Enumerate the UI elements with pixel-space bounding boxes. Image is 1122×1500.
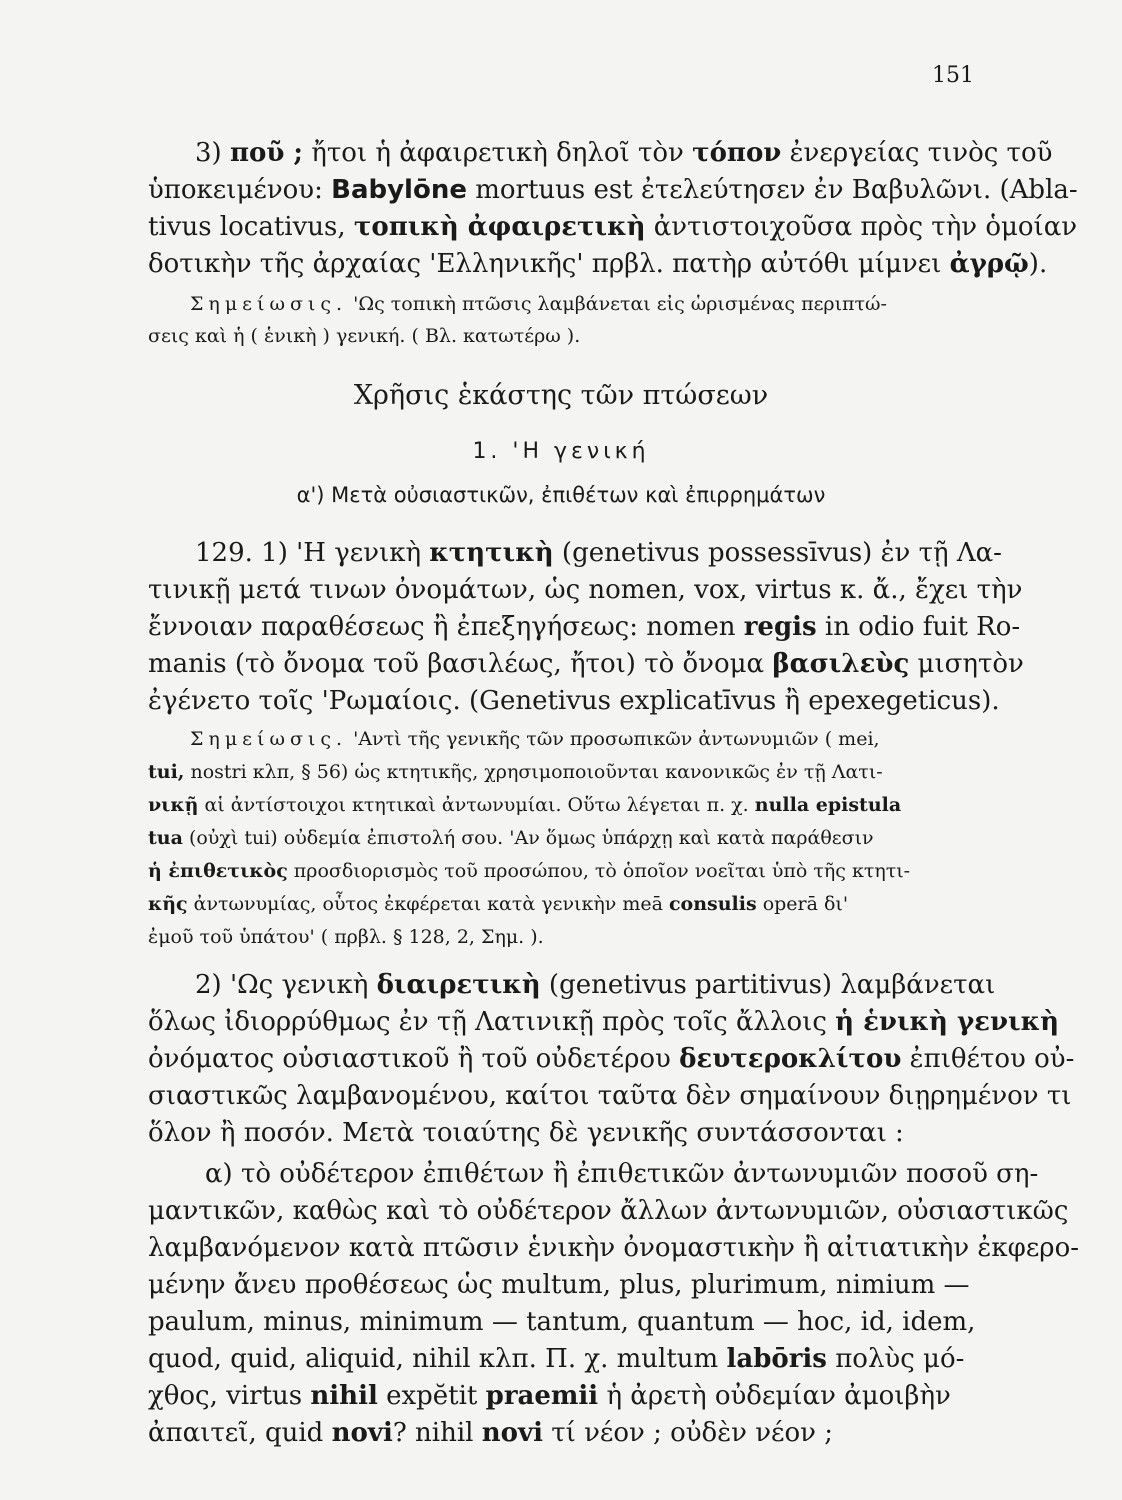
section-heading: Χρῆσις ἑκάστης τῶν πτώσεων xyxy=(353,380,769,411)
text-line: μαντικῶν, καθὼς καὶ τὸ οὐδέτερον ἄλλων ἀντωνυμιῶν, οὐσιαστικῶς xyxy=(148,1196,1069,1226)
text-line: ἐγένετο τοῖς 'Ρωμαίοις. (Genetivus explicatīvus ἢ epexegeticus). xyxy=(148,686,1000,716)
note-line: κῆς ἀντωνυμίας, οὗτος ἐκφέρεται κατὰ γενικὴν meā consulis operā δι' xyxy=(148,893,849,915)
text-line: τινικῇ μετά τινων ὀνομάτων, ὡς nomen, vox, virtus κ. ἄ., ἔχει τὴν xyxy=(148,575,1023,605)
note-line: νικῇ αἱ ἀντίστοιχοι κτητικαὶ ἀντωνυμίαι. Οὕτω λέγεται π. χ. nulla epistula xyxy=(148,794,902,816)
note-line: Σημείωσις. 'Ως τοπικὴ πτῶσις λαμβάνεται εἰς ὡρισμένας περιπτώ- xyxy=(190,293,887,315)
text-line: quod, quid, aliquid, nihil κλπ. Π. χ. multum labōris πολὺς μό- xyxy=(148,1344,965,1374)
subsubsection-heading: α') Μετὰ οὐσιαστικῶν, ἐπιθέτων καὶ ἐπιρρημάτων xyxy=(296,483,826,507)
text-line: ἔννοιαν παραθέσεως ἢ ἐπεξηγήσεως: nomen regis in odio fuit Ro- xyxy=(148,612,1021,642)
text-line: δοτικὴν τῆς ἀρχαίας 'Ελληνικῆς' πρβλ. πατὴρ αὐτόθι μίμνει ἀγρῷ). xyxy=(148,249,1048,279)
text-line: λαμβανόμενον κατὰ πτῶσιν ἑνικὴν ὀνομαστικὴν ἢ αἰτιατικὴν ἐκφερο- xyxy=(148,1233,1080,1263)
text-line: 129. 1) 'Η γενικὴ κτητικὴ (genetivus possessīvus) ἐν τῇ Λα- xyxy=(195,538,1002,568)
text-line: 3) ποῦ ; ἤτοι ἡ ἀφαιρετικὴ δηλοῖ τὸν τόπον ἐνεργείας τινὸς τοῦ xyxy=(195,138,1053,168)
text-line: tivus locativus, τοπικὴ ἀφαιρετικὴ ἀντιστοιχοῦσα πρὸς τὴν ὁμοίαν xyxy=(148,212,1078,242)
page-number: 151 xyxy=(932,63,974,88)
text-line: paulum, minus, minimum — tantum, quantum — hoc, id, idem, xyxy=(148,1307,976,1337)
note-line: Σημείωσις. 'Αντὶ τῆς γενικῆς τῶν προσωπικῶν ἀντωνυμιῶν ( mei, xyxy=(190,728,880,750)
text-line: χθος, virtus nihil expĕtit praemii ἡ ἀρετὴ οὐδεμίαν ἀμοιβὴν xyxy=(148,1381,951,1411)
note-line: tui, nostri κλπ, § 56) ὡς κτητικῆς, χρησιμοποιοῦνται κανονικῶς ἐν τῇ Λατι- xyxy=(148,761,883,783)
note-line: σεις καὶ ἡ ( ἑνικὴ ) γενική. ( Βλ. κατωτέρω ). xyxy=(148,325,581,347)
text-line: σιαστικῶς λαμβανομένου, καίτοι ταῦτα δὲν σημαίνουν διῃρημένον τι xyxy=(148,1081,1072,1111)
note-line: ἡ ἐπιθετικὸς προσδιορισμὸς τοῦ προσώπου, τὸ ὁποῖον νοεῖται ὑπὸ τῆς κτητι- xyxy=(148,860,911,882)
text-line: manis (τὸ ὄνομα τοῦ βασιλέως, ἤτοι) τὸ ὄνομα βασιλεὺς μισητὸν xyxy=(148,649,1024,679)
text-line: ὅλον ἢ ποσόν. Μετὰ τοιαύτης δὲ γενικῆς συντάσσονται : xyxy=(148,1118,904,1148)
text-line: ὀνόματος οὐσιαστικοῦ ἢ τοῦ οὐδετέρου δευτεροκλίτου ἐπιθέτου οὐ- xyxy=(148,1044,1075,1074)
text-line: ἀπαιτεῖ, quid novi? nihil novi τί νέον ; οὐδὲν νέον ; xyxy=(148,1418,833,1448)
text-line: α) τὸ οὐδέτερον ἐπιθέτων ἢ ἐπιθετικῶν ἀντωνυμιῶν ποσοῦ ση- xyxy=(205,1159,1039,1189)
text-line: 2) 'Ως γενικὴ διαιρετικὴ (genetivus partitivus) λαμβάνεται xyxy=(195,970,996,1000)
subsection-heading: 1. 'Η γενική xyxy=(472,439,650,464)
text-line: ὑποκειμένου: Babylōne mortuus est ἐτελεύτησεν ἐν Βαβυλῶνι. (Abla- xyxy=(148,175,1078,205)
text-line: ὅλως ἰδιορρύθμως ἐν τῇ Λατινικῇ πρὸς τοῖς ἄλλοις ἡ ἑνικὴ γενικὴ xyxy=(148,1007,1059,1037)
note-line: ἐμοῦ τοῦ ὑπάτου' ( πρβλ. § 128, 2, Σημ. ). xyxy=(148,926,544,948)
note-line: tua (οὐχὶ tui) οὐδεμία ἐπιστολή σου. 'Αν ὅμως ὑπάρχῃ καὶ κατὰ παράθεσιν xyxy=(148,827,874,849)
text-line: μένην ἄνευ προθέσεως ὡς multum, plus, plurimum, nimium — xyxy=(148,1270,970,1300)
